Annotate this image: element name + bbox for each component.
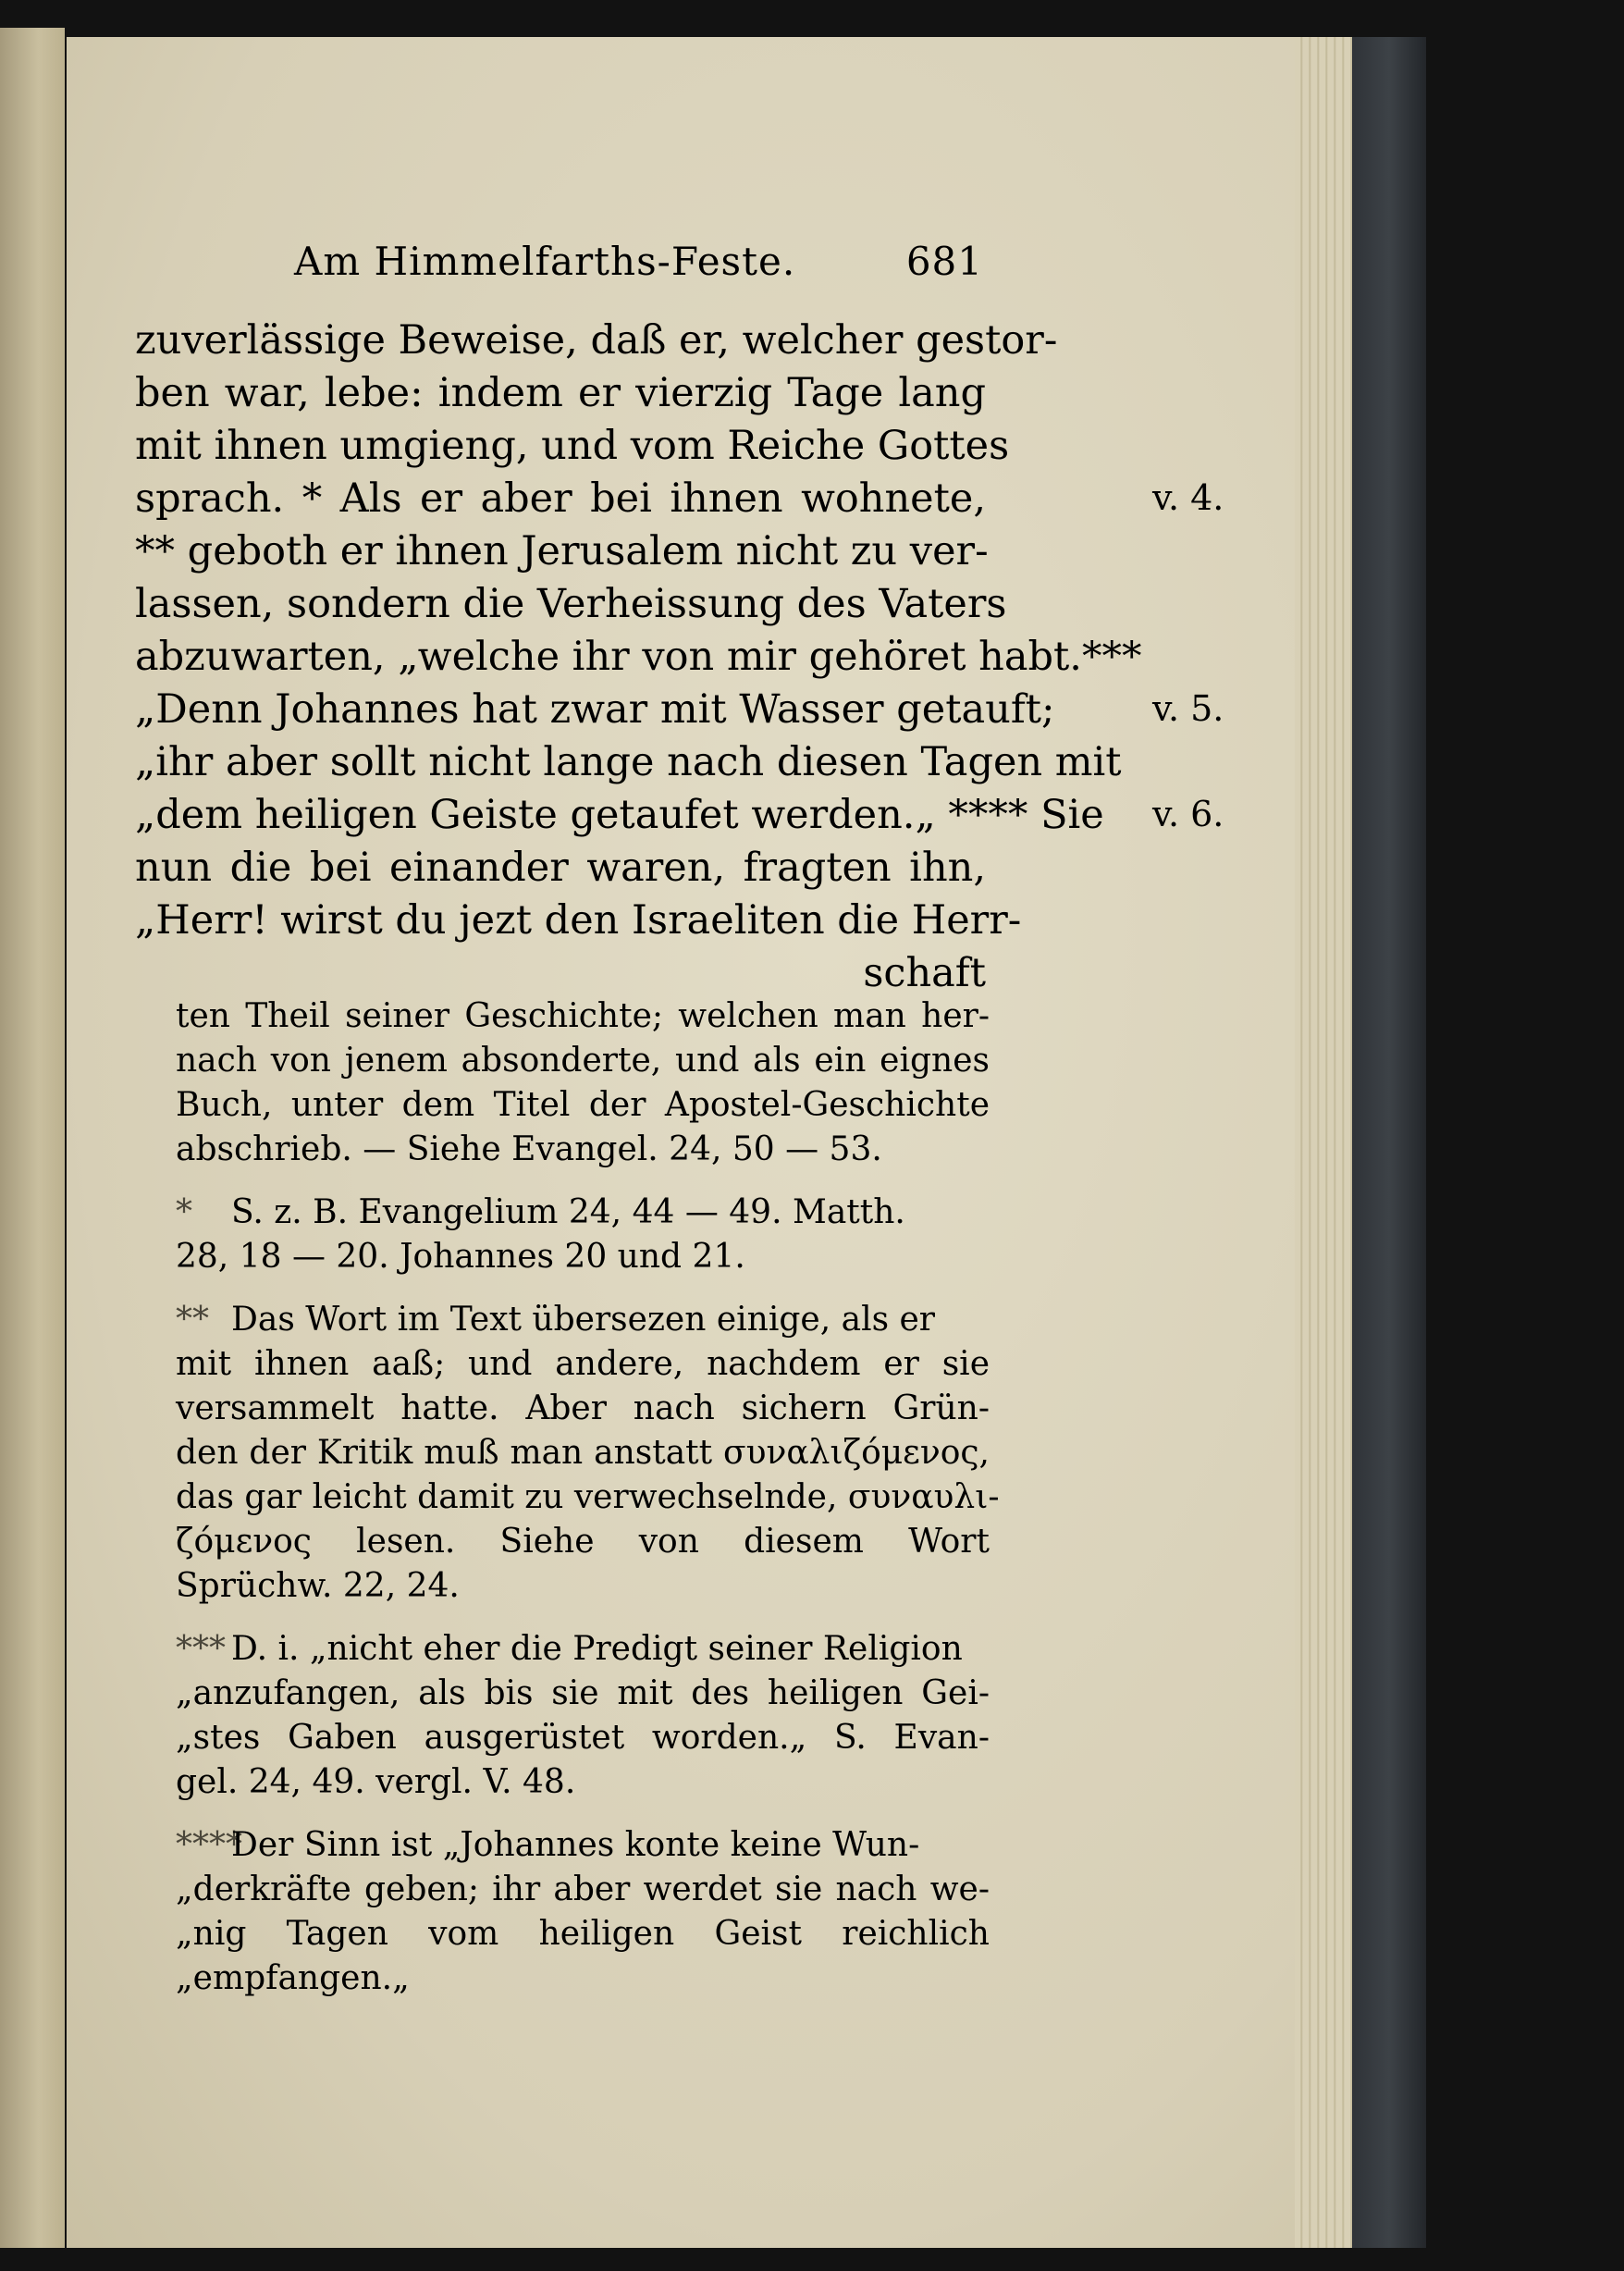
footnote-3 [176,1627,990,1805]
text-line: „dem heiligen Geiste getaufet werden.„ **** Sie [135,792,1104,838]
footnote-line: D. i. „nicht eher die Predigt seiner Religion [231,1630,963,1668]
verse-ref: v. 5. [1152,688,1224,729]
running-header [294,239,983,294]
footnote-line: Buch, unter dem Titel der Apostel-Geschichte [176,1086,990,1124]
verse-ref: v. 6. [1152,794,1224,834]
footnote-line: S. z. B. Evangelium 24, 44 — 49. Matth. [231,1193,905,1231]
catchword: schaft [863,950,986,996]
text-line: „ihr aber sollt nicht lange nach diesen Tagen mit [135,739,1122,785]
page-number: 681 [905,239,983,284]
footnote-line: 28, 18 — 20. Johannes 20 und 21. [176,1238,745,1276]
footnote-line: „nig Tagen vom heiligen Geist reichlich [176,1915,990,1953]
footnote-line: mit ihnen aaß; und andere, nachdem er sie [176,1345,990,1383]
footnotes [176,994,1000,2019]
text-line: nun die bei einander waren, fragten ihn, [135,845,986,891]
footnote-mark: ** [176,1301,209,1339]
text-line: zuverlässige Beweise, daß er, welcher gestor- [135,317,1058,364]
footnote-line: „anzufangen, als bis sie mit des heiligen Gei- [176,1674,990,1712]
footnote-line: Das Wort im Text übersezen einige, als er [231,1301,936,1339]
footnote-line: gel. 24, 49. vergl. V. 48. [176,1763,576,1801]
footnote-line: „empfangen.„ [176,1959,410,1997]
footnote-line: nach von jenem absonderte, und als ein eignes [176,1042,990,1080]
footnote-line: das gar leicht damit zu verwechselnde, συναυλι- [176,1478,1000,1516]
footnote-line: den der Kritik muß man anstatt συναλιζόμενος, [176,1434,990,1472]
footnote-mark: *** [176,1630,226,1668]
footnote-line: Der Sinn ist „Johannes konte keine Wun- [231,1826,920,1864]
book-cover [1352,37,1426,2248]
page-edges [1295,37,1359,2248]
footnote-mark: **** [176,1826,242,1864]
main-text [135,315,1224,1000]
text-line: lassen, sondern die Verheissung des Vaters [135,581,1007,627]
footnote-4 [176,1823,990,2001]
footnote-line: Sprüchw. 22, 24. [176,1567,460,1605]
footnote-2 [176,1298,1000,1609]
text-line: sprach. * Als er aber bei ihnen wohnete, [135,475,986,522]
footnote-line: ten Theil seiner Geschichte; welchen man her- [176,997,990,1035]
facing-page-edge [0,28,65,2248]
footnote-line: abschrieb. — Siehe Evangel. 24, 50 — 53. [176,1130,882,1168]
footnote-line: ζόμενος lesen. Siehe von diesem Wort [176,1523,990,1561]
text-line: mit ihnen umgieng, und vom Reiche Gottes [135,423,1010,469]
text-line: „Denn Johannes hat zwar mit Wasser getauft; [135,686,1055,733]
text-line: ** geboth er ihnen Jerusalem nicht zu ver- [135,528,989,574]
footnote-line: versammelt hatte. Aber nach sichern Grün- [176,1389,990,1427]
verse-ref: v. 4. [1152,477,1224,518]
text-line: „Herr! wirst du jezt den Israeliten die Herr- [135,897,1022,944]
running-title: Am Himmelfarths-Feste. [294,239,796,284]
footnote-1 [176,1191,990,1279]
footnote-line: „stes Gaben ausgerüstet worden.„ S. Evan- [176,1719,990,1757]
text-line: abzuwarten, „welche ihr von mir gehöret habt.*** [135,634,1142,680]
footnote-mark: * [176,1193,192,1231]
text-line: ben war, lebe: indem er vierzig Tage lang [135,370,986,416]
footnote-line: „derkräfte geben; ihr aber werdet sie nach we- [176,1870,990,1908]
footnote-continuation [176,994,990,1172]
